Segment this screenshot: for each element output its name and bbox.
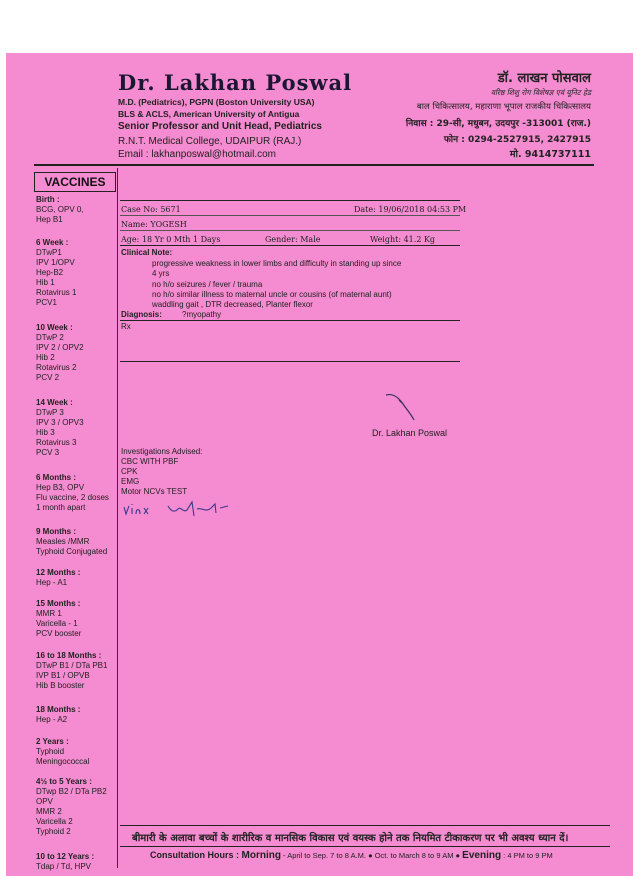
morning-label: Morning (241, 850, 281, 861)
hindi-hospital: बाल चिकित्सालय, महाराणा भूपाल राजकीय चिकित्सालय (416, 102, 591, 112)
rx-label: Rx (121, 322, 131, 331)
evening-detail: : 4 PM to 9 PM (501, 851, 553, 860)
vaccine-item: MMR 2 (36, 807, 62, 816)
vaccine-item: Typhoid Conjugated (36, 547, 108, 556)
footer-top-rule (120, 825, 610, 826)
vaccine-group (36, 737, 124, 767)
evening-label: Evening (462, 850, 502, 861)
vaccine-item: IPV 2 / OPV2 (36, 343, 84, 352)
vaccine-item: Meningococcal (36, 757, 90, 766)
immunization-notice: बीमारी के अलावा बच्चों के शारीरिक व मानसिक विकास एवं वयस्क होने तक नियमित टीकाकरण पर भी अवश्य ध्यान दें। (132, 833, 569, 844)
vaccine-item: Rotavirus 1 (36, 288, 77, 297)
vaccine-group (36, 705, 124, 725)
vaccine-item: IPV 1/OPV (36, 258, 75, 267)
vaccine-group (36, 195, 124, 225)
vaccine-group (36, 852, 124, 872)
vaccine-item: PCV booster (36, 629, 82, 638)
hindi-phone: फोन : 0294-2527915, 2427915 (443, 135, 591, 145)
vaccine-item: Rotavirus 2 (36, 363, 77, 372)
vaccine-item: Hep-B2 (36, 268, 64, 277)
clinical-note-line: 4 yrs (152, 269, 170, 278)
handwritten-investigation (121, 497, 231, 523)
vaccine-group (36, 777, 124, 837)
vaccine-item: MMR 1 (36, 609, 62, 618)
doctor-title: Senior Professor and Unit Head, Pediatrics (118, 121, 322, 132)
vaccine-age-heading: Birth : (36, 195, 60, 204)
rx-rule (120, 361, 460, 362)
vaccine-item: DTwP1 (36, 248, 62, 257)
clinical-note-line: no h/o similar illness to maternal uncle or cousins (of maternal aunt) (152, 290, 392, 299)
vaccine-age-heading: 2 Years : (36, 737, 69, 746)
vaccine-age-heading: 18 Months : (36, 705, 81, 714)
hindi-address: निवास : 29-सी, मधुबन, उदयपुर -313001 (राज.) (405, 119, 591, 129)
vaccine-age-heading: 9 Months : (36, 527, 76, 536)
vaccine-item: IVP B1 / OPVB (36, 671, 90, 680)
case-rule-3 (120, 245, 460, 246)
vaccine-group (36, 651, 124, 691)
vaccine-item: Hib 2 (36, 353, 55, 362)
clinical-note-line: waddling gait , DTR decreased, Planter flexor (152, 300, 313, 309)
patient-name: Name: YOGESH (121, 220, 187, 229)
vaccine-age-heading: 16 to 18 Months : (36, 651, 102, 660)
vaccine-age-heading: 6 Months : (36, 473, 76, 482)
vaccine-item: Varicella - 1 (36, 619, 78, 628)
vaccine-item: BCG, OPV 0, (36, 205, 84, 214)
vaccine-age-heading: 6 Week : (36, 238, 69, 247)
vaccine-item: 1 month apart (36, 503, 86, 512)
hindi-mobile: मो. 9414737111 (509, 149, 591, 160)
vaccine-item: Hep - A1 (36, 578, 68, 587)
vaccine-item: Typhoid (36, 747, 65, 756)
vaccine-group (36, 323, 124, 383)
clinical-note-line: progressive weakness in lower limbs and difficulty in standing up since (152, 259, 402, 268)
institution: R.N.T. Medical College, UDAIPUR (RAJ.) (118, 136, 302, 147)
vaccine-item: DTwP B1 / DTa PB1 (36, 661, 108, 670)
vaccine-item: PCV1 (36, 298, 57, 307)
signature-name: Dr. Lakhan Poswal (372, 428, 448, 438)
footer-mid-rule (120, 846, 610, 847)
vaccine-age-heading: 4½ to 5 Years : (36, 777, 92, 786)
case-date: Date: 19/06/2018 04:53 PM (354, 205, 467, 214)
page-top-margin (0, 0, 637, 53)
vaccine-item: PCV 2 (36, 373, 60, 382)
vaccine-item: Tdap / Td, HPV (36, 862, 91, 871)
case-number: Case No: 5671 (121, 205, 181, 214)
clinical-note-line: no h/o seizures / fever / trauma (152, 280, 263, 289)
email: Email : lakhanposwal@hotmail.com (118, 149, 276, 160)
degrees-line-2: BLS & ACLS, American University of Antigua (118, 109, 300, 119)
vaccine-group (36, 527, 124, 557)
vaccine-group (36, 599, 124, 639)
vaccine-item: OPV (36, 797, 53, 806)
case-rule-1 (120, 215, 460, 216)
patient-age: Age: 18 Yr 0 Mth 1 Days (121, 235, 221, 244)
vaccine-age-heading: 10 Week : (36, 323, 73, 332)
vaccine-group (36, 238, 124, 308)
case-top-rule (120, 200, 460, 201)
vaccine-item: Hib B booster (36, 681, 85, 690)
vaccine-age-heading: 10 to 12 Years : (36, 852, 95, 861)
case-rule-2 (120, 230, 460, 231)
vaccine-item: Measles /MMR (36, 537, 90, 546)
hindi-designation: वरिष्ठ शिशु रोग विशेषज्ञ एवं यूनिट हेड (490, 88, 591, 97)
investigation-item: CPK (121, 467, 138, 476)
signature-scribble (383, 390, 417, 424)
vaccine-age-heading: 15 Months : (36, 599, 81, 608)
header-divider (34, 164, 594, 166)
investigation-item: Motor NCVs TEST (121, 487, 188, 496)
vaccine-item: Hib 3 (36, 428, 55, 437)
diagnosis-rule (120, 320, 460, 321)
vaccine-age-heading: 14 Week : (36, 398, 73, 407)
patient-gender: Gender: Male (265, 235, 321, 244)
doctor-name-english: Dr. Lakhan Poswal (118, 70, 353, 95)
morning-detail: - April to Sep. 7 to 8 A.M. ● Oct. to March 8 to 9 AM ● (280, 851, 463, 860)
vaccine-item: Flu vaccine, 2 doses (36, 493, 109, 502)
vaccine-item: Hep B3, OPV (36, 483, 85, 492)
vaccine-age-heading: 12 Months : (36, 568, 81, 577)
vaccine-item: DTwP 3 (36, 408, 64, 417)
patient-weight: Weight: 41.2 Kg (370, 235, 436, 244)
vaccine-item: DTwp B2 / DTa PB2 (36, 787, 107, 796)
vaccine-item: Varicella 2 (36, 817, 73, 826)
vaccine-item: Hib 1 (36, 278, 55, 287)
investigation-item: CBC WITH PBF (121, 457, 179, 466)
vaccine-group (36, 473, 124, 513)
vaccines-title: VACCINES (34, 172, 116, 192)
hours-label: Consultation Hours : (150, 850, 239, 860)
doctor-name-hindi: डॉ. लाखन पोसवाल (497, 71, 591, 86)
vaccine-item: IPV 3 / OPV3 (36, 418, 84, 427)
vaccine-item: DTwP 2 (36, 333, 64, 342)
vaccine-item: PCV 3 (36, 448, 60, 457)
investigations-heading: Investigations Advised: (121, 447, 203, 456)
vaccine-item: Hep B1 (36, 215, 63, 224)
vaccine-item: Hep - A2 (36, 715, 68, 724)
vaccine-group (36, 568, 124, 588)
consultation-hours (150, 850, 553, 861)
vaccine-group (36, 398, 124, 458)
degrees-line-1: M.D. (Pediatrics), PGPN (Boston University USA) (118, 97, 315, 107)
clinical-note-heading: Clinical Note: (121, 248, 173, 257)
vaccine-item: Rotavirus 3 (36, 438, 77, 447)
diagnosis-value: ?myopathy (182, 310, 222, 319)
diagnosis-label: Diagnosis: (121, 310, 162, 319)
vaccine-item: Typhoid 2 (36, 827, 71, 836)
investigation-item: EMG (121, 477, 140, 486)
